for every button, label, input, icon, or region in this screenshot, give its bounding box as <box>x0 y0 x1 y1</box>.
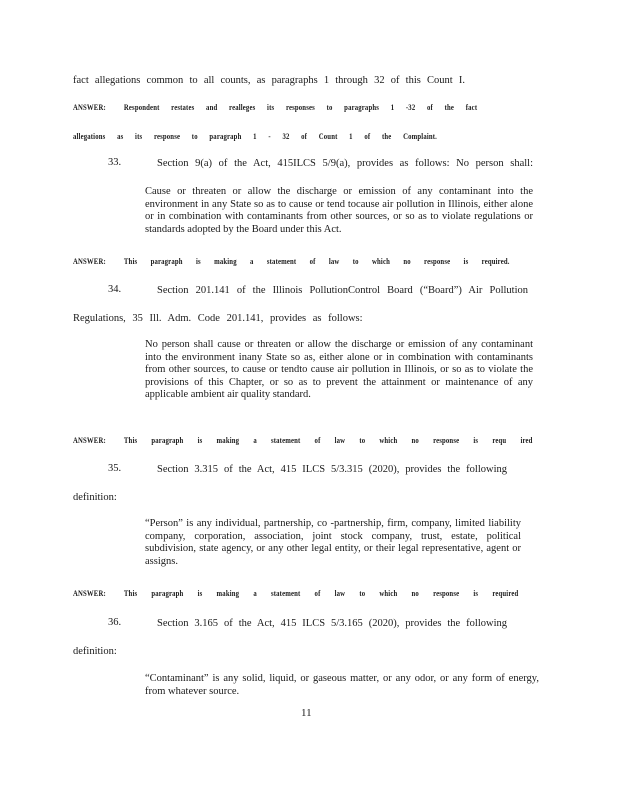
quote-34: No person shall cause or threaten or allow the discharge or emission of any contaminant into the environment inany State so as, either alone or in combination with contaminants from other sources, to cause or tendto cause air pollution in Illinois, or so as to violate the provisions of this Chapter, or so as to prevent the attainment or maintenance of any applicable ambient air quality standard. <box>145 339 533 401</box>
paragraph-34: Section 201.141 of the Illinois PollutionControl Board (“Board”) Air Pollution <box>157 285 528 296</box>
answer-1-continued <box>73 132 437 141</box>
paragraph-36: Section 3.165 of the Act, 415 ILCS 5/3.165 (2020), provides the following <box>157 618 507 629</box>
answer-text: Respondent restates and realleges its responses to paragraphs 1 -32 of the fact <box>123 103 478 112</box>
quote-36: “Contaminant” is any solid, liquid, or gaseous matter, or any odor, or any form of energy, from whatever source. <box>145 673 539 697</box>
answer-34 <box>73 436 533 445</box>
answer-label: ANSWER: <box>73 257 106 266</box>
intro-line: fact allegations common to all counts, as paragraphs 1 through 32 of this Count I. <box>73 75 465 86</box>
paragraph-33: Section 9(a) of the Act, 415ILCS 5/9(a), provides as follows: No person shall: <box>157 158 533 169</box>
paragraph-number: 34. <box>108 284 122 295</box>
answer-label: ANSWER: <box>73 436 106 445</box>
paragraph-number: 35. <box>108 463 122 474</box>
answer-35 <box>73 589 518 598</box>
paragraph-34-continued: Regulations, 35 Ill. Adm. Code 201.141, provides as follows: <box>73 313 363 324</box>
paragraph-number: 36. <box>108 617 122 628</box>
answer-1 <box>73 103 539 112</box>
quote-35: “Person” is any individual, partnership, co -partnership, firm, company, limited liability company, corporation, association, joint stock company, trust, estate, political subdivision, state agency, or any other legal entity, or their legal representative, agent or assigns. <box>145 518 521 567</box>
paragraph-number: 33. <box>108 157 122 168</box>
answer-text: This paragraph is making a statement of law to which no response is required <box>123 589 519 598</box>
answer-33 <box>73 257 510 266</box>
paragraph-35: Section 3.315 of the Act, 415 ILCS 5/3.315 (2020), provides the following <box>157 464 507 475</box>
answer-text: This paragraph is making a statement of law to which no response is required. <box>123 257 510 266</box>
answer-label: ANSWER: <box>73 103 106 112</box>
answer-label: ANSWER: <box>73 589 106 598</box>
page-number: 11 <box>301 707 312 719</box>
paragraph-35-continued: definition: <box>73 492 117 503</box>
answer-text: allegations as its response to paragraph 1 - 32 of Count 1 of the Complaint. <box>73 132 438 141</box>
answer-text: This paragraph is making a statement of law to which no response is requ ired <box>123 436 533 445</box>
quote-33: Cause or threaten or allow the discharge or emission of any contaminant into the environment in any State so as to cause or tend tocause air pollution in Illinois, either alone or in combination with contaminants from other sources, or so as to violate regulations or standards adopted by the Board under this Act. <box>145 186 533 235</box>
paragraph-36-continued: definition: <box>73 646 117 657</box>
